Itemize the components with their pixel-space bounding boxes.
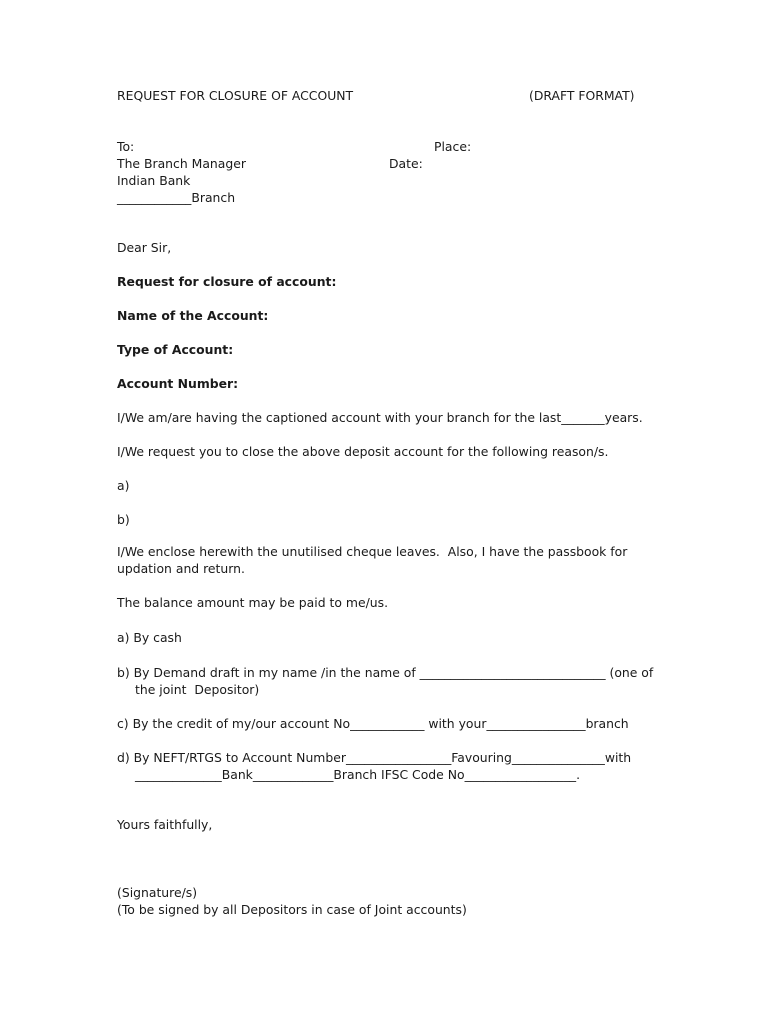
payment-option-demand-draft-line2: the joint Depositor) — [135, 682, 260, 697]
place-label: Place: — [434, 139, 472, 154]
payment-option-neft-line1: d) By NEFT/RTGS to Account Number_________________Favouring_______________with — [117, 750, 632, 765]
to-label: To: — [117, 139, 135, 154]
recipient-title: The Branch Manager — [117, 156, 246, 171]
account-type-label: Type of Account: — [117, 342, 234, 357]
payment-option-credit: c) By the credit of my/our account No____________ with your________________branch — [117, 716, 629, 731]
paragraph-account-held: I/We am/are having the captioned account with your branch for the last_______years. — [117, 410, 643, 425]
paragraph-close-request: I/We request you to close the above deposit account for the following reason/s. — [117, 444, 609, 459]
reason-b: b) — [117, 512, 130, 527]
payment-option-cash: a) By cash — [117, 630, 182, 645]
reason-a: a) — [117, 478, 130, 493]
account-number-label: Account Number: — [117, 376, 239, 391]
paragraph-enclosure-line1: I/We enclose herewith the unutilised cheque leaves. Also, I have the passbook for — [117, 544, 628, 559]
subject-heading: Request for closure of account: — [117, 274, 337, 289]
document-title: REQUEST FOR CLOSURE OF ACCOUNT — [117, 88, 354, 103]
draft-format-label: (DRAFT FORMAT) — [529, 88, 635, 103]
payment-option-demand-draft-line1: b) By Demand draft in my name /in the name of ______________________________ (one of — [117, 665, 654, 680]
branch-blank: ____________Branch — [117, 190, 236, 205]
closing-yours-faithfully: Yours faithfully, — [117, 817, 213, 832]
account-name-label: Name of the Account: — [117, 308, 269, 323]
paragraph-balance: The balance amount may be paid to me/us. — [117, 595, 389, 610]
payment-option-neft-line2: ______________Bank_____________Branch IFSC Code No__________________. — [135, 767, 581, 782]
signature-note: (To be signed by all Depositors in case of Joint accounts) — [117, 902, 467, 917]
salutation: Dear Sir, — [117, 240, 172, 255]
paragraph-enclosure-line2: updation and return. — [117, 561, 245, 576]
signature-label: (Signature/s) — [117, 885, 198, 900]
bank-name: Indian Bank — [117, 173, 191, 188]
date-label: Date: — [389, 156, 423, 171]
